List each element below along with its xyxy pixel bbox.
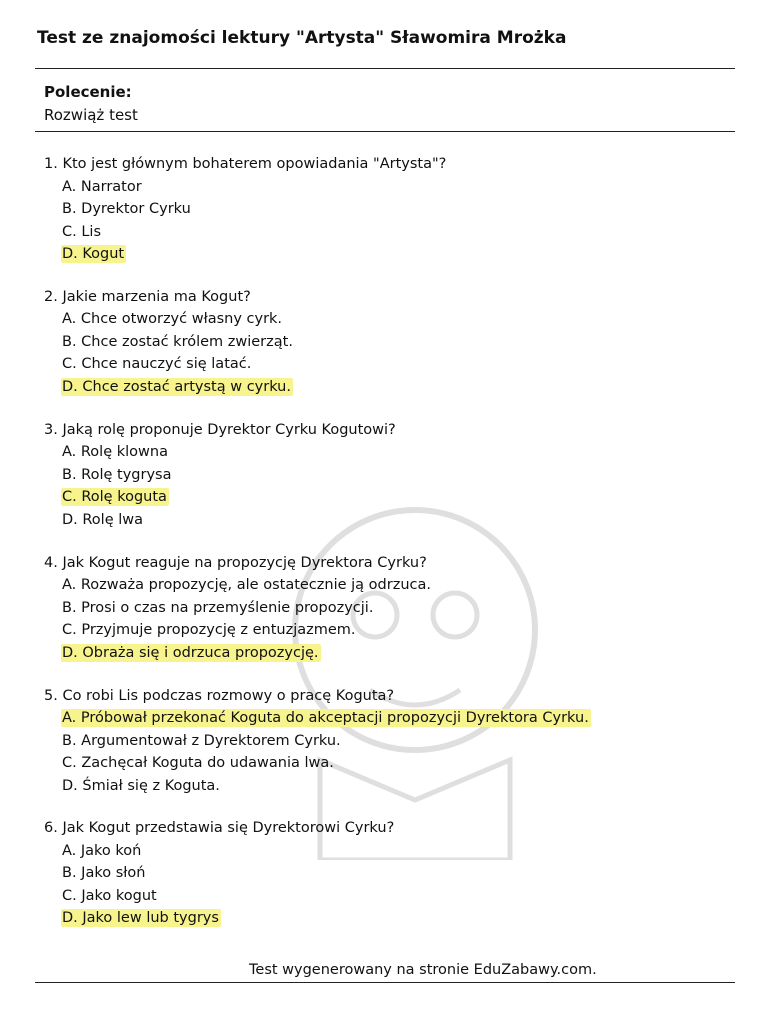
answer-option xyxy=(44,752,734,775)
answer-option-highlighted xyxy=(44,376,734,399)
answer-option xyxy=(44,862,734,885)
answer-option-label: A. Próbował przekonać Koguta do akceptacji propozycji Dyrektora Cyrku. xyxy=(62,710,589,727)
answer-option-label: D. Obraża się i odrzuca propozycję. xyxy=(62,644,319,661)
answer-option-highlighted xyxy=(44,642,734,665)
question-text: 3. Jaką rolę proponuje Dyrektor Cyrku Kogutowi? xyxy=(44,421,396,438)
footer-divider xyxy=(35,982,735,983)
question-block xyxy=(44,286,734,399)
answer-option-label: C. Lis xyxy=(62,223,102,240)
answer-option xyxy=(44,221,734,244)
answer-option-highlighted xyxy=(44,707,734,730)
answer-option-label: B. Prosi o czas na przemyślenie propozycji. xyxy=(62,599,374,616)
instruction-label: Polecenie: xyxy=(44,83,132,101)
answer-option-label: D. Śmiał się z Koguta. xyxy=(62,777,220,794)
question-block xyxy=(44,419,734,532)
question-text: 4. Jak Kogut reaguje na propozycję Dyrektora Cyrku? xyxy=(44,554,427,571)
answer-option xyxy=(44,619,734,642)
question-text: 6. Jak Kogut przedstawia się Dyrektorowi Cyrku? xyxy=(44,820,395,837)
answer-option-label: C. Przyjmuje propozycję z entuzjazmem. xyxy=(62,622,356,639)
header-divider xyxy=(35,68,735,69)
instruction-text: Rozwiąż test xyxy=(44,106,138,124)
answer-option-label: B. Rolę tygrysa xyxy=(62,466,172,483)
answer-option xyxy=(44,509,734,532)
answer-option xyxy=(44,775,734,798)
answer-option xyxy=(44,464,734,487)
answer-option xyxy=(44,353,734,376)
answer-option-label: B. Dyrektor Cyrku xyxy=(62,201,191,217)
answer-option xyxy=(44,176,734,199)
answer-option xyxy=(44,308,734,331)
question-block xyxy=(44,817,734,930)
answer-option xyxy=(44,885,734,908)
answer-option-label: A. Rozważa propozycję, ale ostatecznie ją odrzuca. xyxy=(62,577,431,594)
answer-option-label: A. Chce otworzyć własny cyrk. xyxy=(62,311,283,328)
answer-option-label: D. Rolę lwa xyxy=(62,511,144,528)
page-title: Test ze znajomości lektury "Artysta" Sławomira Mrożka xyxy=(37,28,567,48)
answer-option-label: A. Rolę klowna xyxy=(62,444,168,461)
answer-option xyxy=(44,198,734,221)
answer-option-label: B. Argumentował z Dyrektorem Cyrku. xyxy=(62,732,341,749)
answer-option xyxy=(44,840,734,863)
answer-option-label: C. Jako kogut xyxy=(62,887,157,904)
question-block xyxy=(44,552,734,665)
answer-option xyxy=(44,597,734,620)
answer-option-label: C. Chce nauczyć się latać. xyxy=(62,356,252,373)
answer-option-label: D. Chce zostać artystą w cyrku. xyxy=(62,378,291,395)
answer-option xyxy=(44,331,734,354)
answer-option xyxy=(44,441,734,464)
footer-text: Test wygenerowany na stronie EduZabawy.com. xyxy=(249,962,597,978)
answer-option-label: A. Narrator xyxy=(62,178,142,195)
question-block xyxy=(44,685,734,798)
answer-option-label: B. Chce zostać królem zwierząt. xyxy=(62,333,293,350)
question-list xyxy=(44,153,734,950)
answer-option-label: D. Jako lew lub tygrys xyxy=(62,910,219,927)
answer-option-label: B. Jako słoń xyxy=(62,865,146,882)
answer-option-label: D. Kogut xyxy=(62,246,125,262)
answer-option-label: A. Jako koń xyxy=(62,842,142,859)
answer-option xyxy=(44,730,734,753)
instruction-divider xyxy=(35,131,735,132)
question-block xyxy=(44,153,734,266)
question-text: 5. Co robi Lis podczas rozmowy o pracę Koguta? xyxy=(44,687,395,704)
answer-option-highlighted xyxy=(44,907,734,930)
answer-option-label: C. Zachęcał Koguta do udawania lwa. xyxy=(62,755,334,772)
answer-option-highlighted xyxy=(44,486,734,509)
question-text: 1. Kto jest głównym bohaterem opowiadania "Artysta"? xyxy=(44,156,447,172)
answer-option-label: C. Rolę koguta xyxy=(62,489,167,506)
answer-option xyxy=(44,574,734,597)
question-text: 2. Jakie marzenia ma Kogut? xyxy=(44,288,251,305)
answer-option-highlighted xyxy=(44,243,734,266)
